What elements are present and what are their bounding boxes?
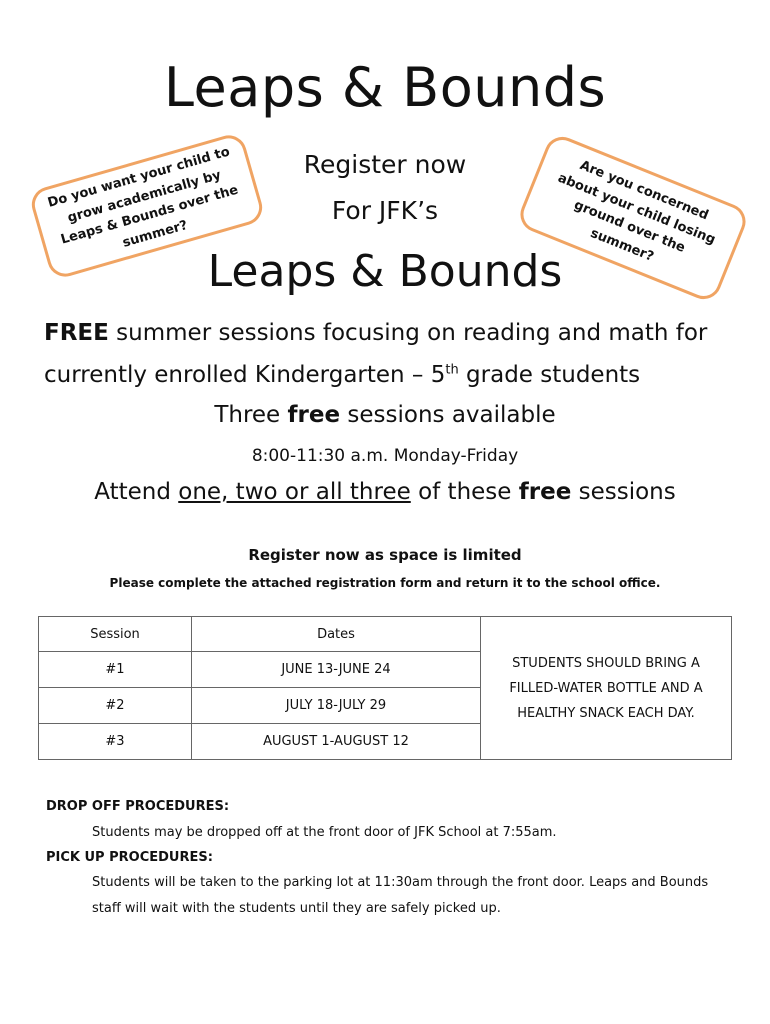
session-dates: JULY 18-JULY 29	[192, 688, 481, 724]
free-word: FREE	[44, 320, 109, 346]
three-free-word: free	[287, 402, 341, 428]
attend-middle: of these	[410, 479, 519, 505]
session-number: #2	[39, 688, 192, 724]
three-suffix: sessions available	[340, 402, 556, 428]
attend-prefix: Attend	[94, 479, 179, 505]
attend-line	[0, 479, 770, 505]
attend-underlined: one, two or all three	[178, 479, 411, 505]
register-limited-text: Register now as space is limited	[248, 546, 522, 564]
callout-left-text: Do you want your child to grow academically by Leaps & Bounds over the summer?	[46, 144, 240, 251]
registration-instructions: Please complete the attached registration form and return it to the school office.	[109, 576, 661, 590]
ordinal-suffix: th	[445, 362, 459, 378]
intro-line-2	[44, 362, 640, 388]
session-dates: AUGUST 1-AUGUST 12	[192, 724, 481, 760]
three-prefix: Three	[214, 402, 288, 428]
table-header-row	[39, 617, 732, 652]
callout-right-text: Are you concerned about your child losing ground over the summer?	[555, 157, 718, 265]
session-number: #1	[39, 652, 192, 688]
pick-up-heading: PICK UP PROCEDURES:	[46, 850, 213, 865]
session-hours: 8:00-11:30 a.m. Monday-Friday	[251, 446, 519, 466]
drop-off-text: Students may be dropped off at the front door of JFK School at 7:55am.	[92, 825, 557, 840]
intro-line-1	[44, 320, 707, 346]
bring-items-note: STUDENTS SHOULD BRING A FILLED-WATER BOTTLE AND A HEALTHY SNACK EACH DAY.	[481, 617, 732, 760]
three-sessions-line	[0, 402, 770, 428]
attend-suffix: sessions	[571, 479, 676, 505]
sessions-table	[38, 616, 732, 760]
session-number: #3	[39, 724, 192, 760]
header-session: Session	[39, 617, 192, 652]
program-title: Leaps & Bounds	[207, 246, 563, 297]
register-now-text: Register now	[303, 150, 467, 179]
drop-off-heading: DROP OFF PROCEDURES:	[46, 799, 230, 814]
header-dates: Dates	[192, 617, 481, 652]
intro-line-1-text: summer sessions focusing on reading and math for	[108, 320, 708, 346]
for-school-text: For JFK’s	[331, 196, 439, 225]
intro-line-2-prefix: currently enrolled Kindergarten – 5	[44, 362, 446, 388]
page-title: Leaps & Bounds	[163, 56, 607, 119]
pick-up-text: Students will be taken to the parking lot at 11:30am through the front door. Leaps and Bounds staff will wait with the students until they are safely picked up.	[92, 875, 709, 916]
session-dates: JUNE 13-JUNE 24	[192, 652, 481, 688]
intro-line-2-suffix: grade students	[458, 362, 641, 388]
attend-free-word: free	[518, 479, 572, 505]
